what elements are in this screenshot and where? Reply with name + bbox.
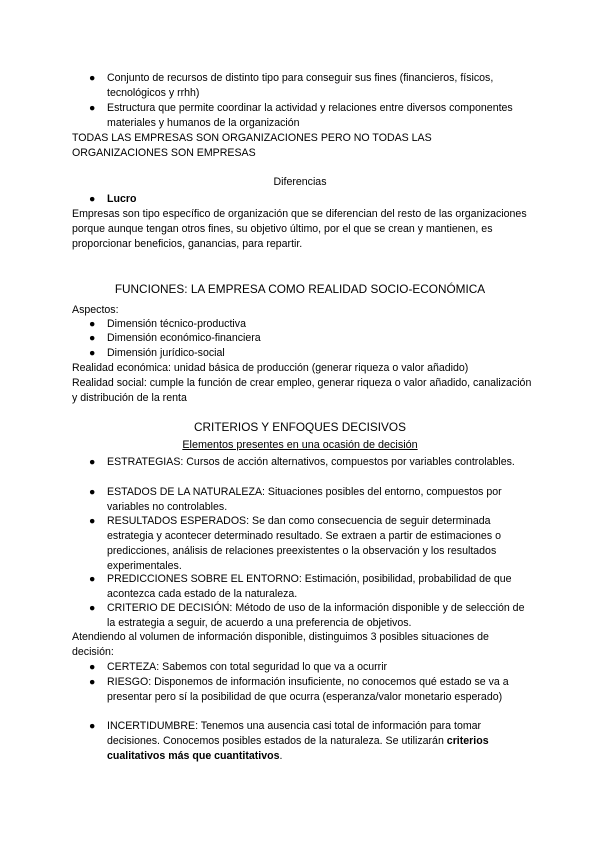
bullet-icon: ●: [89, 515, 96, 527]
bullet-icon: ●: [89, 193, 96, 205]
list-item-text: CERTEZA: Sabemos con total seguridad lo que va a ocurrir: [107, 661, 388, 673]
bullet-icon: ●: [89, 573, 96, 585]
list-item: [89, 660, 529, 675]
list-item-text: RIESGO: Disponemos de información insuficiente, no conocemos qué estado se va a presentar pero sí la posibilidad de que ocurra (esperanza/valor monetario esperado): [107, 676, 509, 703]
list-item: [89, 514, 529, 574]
bullet-icon: ●: [89, 332, 96, 344]
bullet-icon: ●: [89, 456, 96, 468]
list-item-text: PREDICCIONES SOBRE EL ENTORNO: Estimación, posibilidad, probabilidad de que acontezca cada estado de la naturaleza.: [107, 573, 512, 600]
diferencias-paragraph: Empresas son tipo específico de organización que se diferencian del resto de las organizaciones porque aunque tengan otros fines, su objetivo último, por el que se crean y mantienen, es proporcionar beneficios, ganancias, para repartir.: [72, 208, 527, 250]
list-item-text: CRITERIO DE DECISIÓN: Método de uso de la información disponible y de selección de la estrategia a seguir, de acuerdo a una preferencia de objetivos.: [107, 602, 525, 629]
incertidumbre-end: .: [279, 750, 283, 762]
bullet-icon: ●: [89, 347, 96, 359]
bullet-icon: ●: [89, 602, 96, 614]
bullet-icon: ●: [89, 720, 96, 732]
list-item-text: Conjunto de recursos de distinto tipo para conseguir sus fines (financieros, físicos, tecnológicos y rrhh): [107, 72, 494, 99]
list-item: [89, 101, 529, 131]
aspectos-label: Aspectos:: [72, 304, 119, 316]
list-item: [89, 675, 529, 705]
list-item-text: Estructura que permite coordinar la actividad y relaciones entre diversos componentes materiales y humanos de la organización: [107, 102, 513, 129]
section-heading-funciones: FUNCIONES: LA EMPRESA COMO REALIDAD SOCIO-ECONÓMICA: [114, 282, 486, 296]
bullet-icon: ●: [89, 661, 96, 673]
list-item: [89, 317, 529, 332]
list-item-text: Dimensión técnico-productiva: [107, 318, 246, 330]
bullet-icon: ●: [89, 72, 96, 84]
list-item-text: Lucro: [107, 193, 137, 205]
list-item-text: Dimensión económico-financiera: [107, 332, 261, 344]
bullet-icon: ●: [89, 676, 96, 688]
list-item-text: RESULTADOS ESPERADOS: Se dan como consecuencia de seguir determinada estrategia y acontecer determinado resultado. Se extraen a partir de estimaciones o predicciones, análisis de relaciones preexistentes o la observación y los resultados experimentales.: [107, 515, 501, 572]
incertidumbre-text: INCERTIDUMBRE: Tenemos una ausencia casi total de información para tomar decisiones. Conocemos posibles estados de la naturaleza. Se utilizarán: [107, 720, 482, 747]
caps-statement: TODAS LAS EMPRESAS SON ORGANIZACIONES PERO NO TODAS LAS ORGANIZACIONES SON EMPRESAS: [72, 132, 432, 159]
list-item: [89, 719, 529, 764]
list-item: [89, 572, 529, 602]
section-title-diferencias: Diferencias: [273, 176, 327, 188]
list-item-text: ESTRATEGIAS: Cursos de acción alternativos, compuestos por variables controlables.: [107, 456, 515, 468]
incertidumbre-bold: criterios cualitativos más que cuantitativos: [107, 735, 489, 762]
bullet-icon: ●: [89, 318, 96, 330]
list-item: [89, 601, 529, 631]
list-item-text: ESTADOS DE LA NATURALEZA: Situaciones posibles del entorno, compuestos por variables no controlables.: [107, 486, 502, 513]
section-heading-criterios: CRITERIOS Y ENFOQUES DECISIVOS: [194, 420, 406, 434]
bullet-icon: ●: [89, 102, 96, 114]
list-item: [89, 331, 529, 346]
list-item-text: [89, 719, 529, 764]
volumen-intro: Atendiendo al volumen de información disponible, distinguimos 3 posibles situaciones de decisión:: [72, 631, 489, 658]
criterios-subheading: Elementos presentes en una ocasión de decisión: [182, 439, 418, 451]
realidad-social: Realidad social: cumple la función de crear empleo, generar riqueza o valor añadido, canalización y distribución de la renta: [72, 377, 532, 404]
list-item: [89, 192, 529, 207]
list-item-text: Dimensión jurídico-social: [107, 347, 225, 359]
bullet-icon: ●: [89, 486, 96, 498]
list-item: [89, 346, 529, 361]
list-item: [89, 455, 529, 470]
realidad-economica: Realidad económica: unidad básica de producción (generar riqueza o valor añadido): [72, 362, 469, 374]
list-item: [89, 71, 529, 101]
list-item: [89, 485, 529, 515]
